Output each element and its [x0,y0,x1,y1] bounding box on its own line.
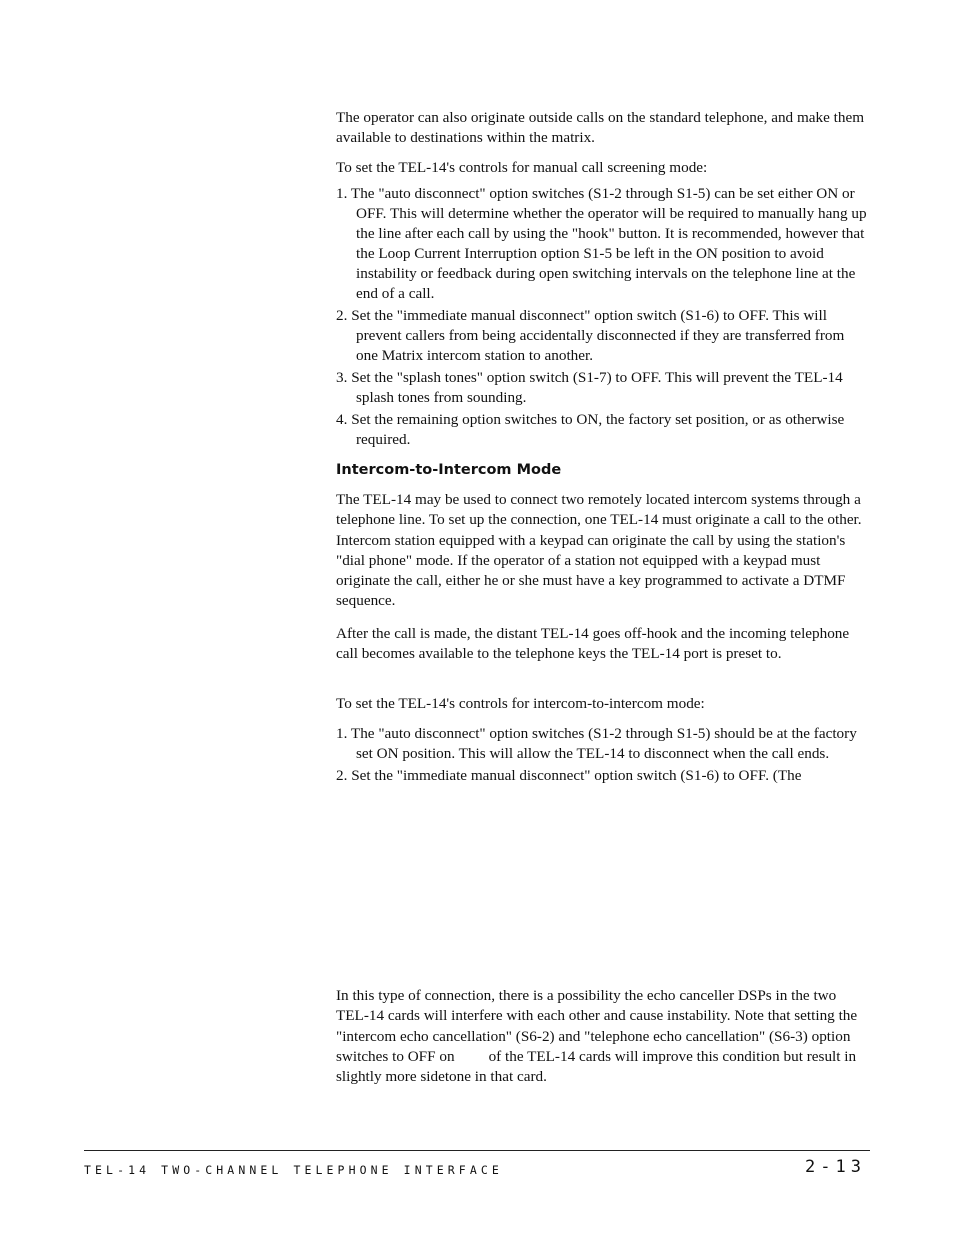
footer-rule [84,1150,870,1151]
echo-text-a: In this type of connection, there is a possibility the echo canceller DSPs in the two TEL-14 cards will interfere with each other and cause instability. Note that setting the "intercom echo cancellation" (S6-2) and "telephone echo cancellation" (S6-3) option switches to OFF on [336,987,858,1065]
manual-screening-steps [336,184,870,452]
section-heading: Intercom-to-Intercom Mode [336,462,562,478]
list-item: 1. The "auto disconnect" option switches (S1-2 through S1-5) should be at the factory set ON position. This will allow the TEL-14 to disconnect when the call ends. [336,725,857,762]
list-item: 4. Set the remaining option switches to ON, the factory set position, or as otherwise required. [336,411,845,448]
list-item: 1. The "auto disconnect" option switches (S1-2 through S1-5) can be set either ON or OFF. This will determine whether the operator will be required to manually hang up the line after each call by using the "hook" button. It is recommended, however that the Loop Current Interruption option S1-5 be left in the ON position to avoid instability or feedback during open switching intervals on the telephone line at the end of a call. [336,185,867,302]
list-item: 3. Set the "splash tones" option switch (S1-7) to OFF. This will prevent the TEL-14 splash tones from sounding. [336,369,843,406]
paragraph-after-call: After the call is made, the distant TEL-14 goes off-hook and the incoming telephone call becomes available to the telephone keys the TEL-14 port is preset to. [336,625,850,663]
intercom-mode-steps [336,724,870,788]
page-number: 2-13 [805,1157,866,1177]
list-item: 2. Set the "immediate manual disconnect" option switch (S1-6) to OFF. This will prevent callers from being accidentally disconnected if they are transferred from one Matrix intercom station to another. [336,307,845,364]
paragraph-outside-calls: The operator can also originate outside calls on the standard telephone, and make them available to destinations within the matrix. [336,109,865,146]
paragraph-manual-screening-intro: To set the TEL-14's controls for manual call screening mode: [336,159,708,176]
echo-text-b: of the TEL-14 cards will improve this condition but result in slightly more sidetone in that card. [336,1047,857,1086]
footer-title: TEL-14 TWO-CHANNEL TELEPHONE INTERFACE [84,1163,503,1177]
list-item: 2. Set the "immediate manual disconnect" option switch (S1-6) to OFF. (The [336,767,802,784]
paragraph-echo-canceller [336,986,870,1087]
paragraph-intercom-connect: The TEL-14 may be used to connect two remotely located intercom systems through a telephone line. To set up the connection, one TEL-14 must originate a call to the other. Intercom station equipped with a keypad can originate the call by using the station's "dial phone" mode. If the operator of a station not equipped with a keypad must originate the call, either he or she must have a key programmed to activate a DTMF sequence. [336,491,862,610]
paragraph-intercom-mode-intro: To set the TEL-14's controls for intercom-to-intercom mode: [336,695,705,712]
